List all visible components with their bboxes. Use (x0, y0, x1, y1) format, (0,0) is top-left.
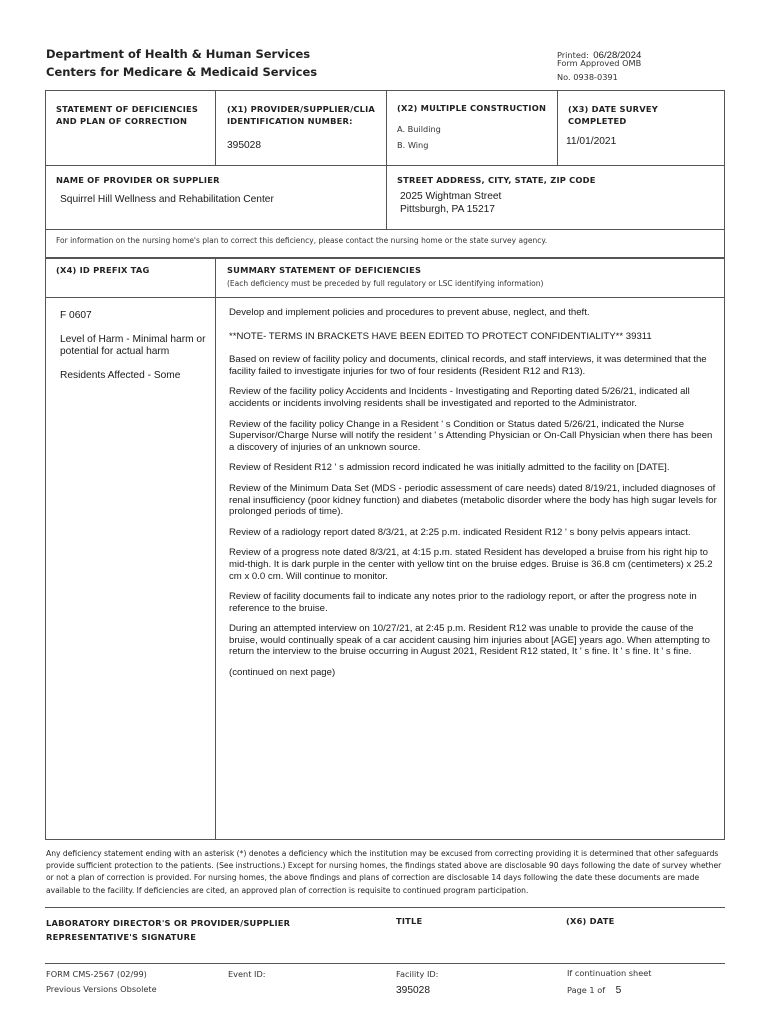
x2-wing: B. Wing (397, 140, 429, 150)
statement-label: STATEMENT OF DEFICIENCIES AND PLAN OF CORRECTION (56, 104, 199, 126)
provider-value: Squirrel Hill Wellness and Rehabilitation Center (60, 194, 274, 205)
form-approved: Form Approved OMB (557, 58, 642, 68)
address-line-2: Pittsburgh, PA 15217 (400, 204, 495, 215)
paragraph: Review of Resident R12 ' s admission record indicated he was initially admitted to the facility on [DATE]. (229, 462, 670, 474)
x2-label: (X2) MULTIPLE CONSTRUCTION (397, 103, 547, 113)
provider-label: NAME OF PROVIDER OR SUPPLIER (56, 175, 220, 185)
info-note: For information on the nursing home's plan to correct this deficiency, please contact the nursing home or the state survey agency. (56, 236, 548, 245)
col-divider-3 (557, 90, 558, 165)
page-label: Page 1 of (567, 985, 606, 995)
paragraph: Review of a radiology report dated 8/3/21, at 2:25 p.m. indicated Resident R12 ' s bony pelvis appears intact. (229, 526, 691, 538)
tag-value: F 0607 (60, 310, 92, 321)
info-divider (45, 229, 725, 230)
paragraph: During an attempted interview on 10/27/21, at 2:45 p.m. Resident R12 was unable to provide the cause of the bruise, would continually speak of a car accident causing him injuries about [AGE] years ago. When attempting to return the interview to the bruise occurring in August 2021, Resident R12 stated, It ' s fine. It ' s fine. It ' s fine. (229, 623, 711, 658)
paragraph: Review of the Minimum Data Set (MDS - periodic assessment of care needs) dated 8/19/21, included diagnoses of renal insufficiency (poor kidney function) and diabetes (metabolic disorder where the body has high sugar levels for prolonged periods of time). (229, 482, 717, 518)
col-divider-2 (386, 90, 387, 229)
x1-label: (X1) PROVIDER/SUPPLIER/CLIA IDENTIFICATION NUMBER: (227, 104, 376, 126)
date-label: (X6) DATE (566, 916, 615, 926)
x4-label: (X4) ID PREFIX TAG (56, 265, 150, 275)
paragraph: Develop and implement policies and procedures to prevent abuse, neglect, and theft. (229, 307, 590, 318)
x2-building: A. Building (397, 124, 441, 134)
facility-id-label: Facility ID: (396, 969, 439, 979)
event-id-label: Event ID: (228, 969, 266, 979)
paragraph: **NOTE- TERMS IN BRACKETS HAVE BEEN EDITED TO PROTECT CONFIDENTIALITY** 39311 (229, 330, 652, 342)
director-signature-label: LABORATORY DIRECTOR'S OR PROVIDER/SUPPLIER REPRESENTATIVE'S SIGNATURE (46, 918, 291, 942)
residents-affected: Residents Affected - Some (60, 370, 181, 381)
signature-top-line (45, 907, 725, 908)
omb-number: No. 0938-0391 (557, 72, 618, 82)
x3-label: (X3) DATE SURVEY COMPLETED (568, 104, 658, 126)
title-label: TITLE (396, 916, 423, 926)
printed-label: Printed: (557, 50, 589, 60)
facility-id-value: 395028 (396, 985, 430, 996)
x3-value: 11/01/2021 (566, 136, 617, 147)
signature-bottom-line (45, 963, 725, 964)
summary-sublabel: (Each deficiency must be preceded by full regulatory or LSC identifying information) (227, 279, 544, 288)
department-line-1: Department of Health & Human Services (46, 47, 311, 61)
previous-versions-obsolete: Previous Versions Obsolete (46, 984, 157, 994)
continued-note: (continued on next page) (229, 667, 336, 679)
harm-level: Level of Harm - Minimal harm or potential for actual harm (60, 334, 206, 357)
paragraph: Review of the facility policy Accidents and Incidents - Investigating and Reporting dated 5/26/21, indicated all accidents or incidents involving residents shall be investigated and reported to the Administrator. (229, 386, 690, 409)
printed-date: 06/28/2024 (593, 50, 642, 61)
top-table-divider (45, 165, 725, 166)
footnote: Any deficiency statement ending with an asterisk (*) denotes a deficiency which the institution may be excused from correcting providing it is determined that other safeguards provide sufficient protection to the patients. (See instructions.) Except for nursing homes, the findings stated above are disclosable 90 days following the date of survey whether or not a plan of correction is provided. For nursing homes, the above findings and plans of correction are disclosable 14 days following the date these documents are made available to the facility. If deficiencies are cited, an approved plan of correction is requisite to continued program participation. (46, 849, 722, 895)
continuation-sheet: If continuation sheet (567, 968, 652, 978)
deficiency-header-divider (45, 297, 725, 298)
paragraph: Based on review of facility policy and documents, clinical records, and staff interviews, it was determined that the facility failed to investigate injuries for two of four residents (Resident R12 and R13). (229, 354, 707, 377)
address-line-1: 2025 Wightman Street (400, 191, 502, 202)
form-id: FORM CMS-2567 (02/99) (46, 969, 147, 979)
page-total: 5 (615, 985, 622, 996)
deficiency-col-divider (215, 258, 216, 840)
paragraph: Review of a progress note dated 8/3/21, at 4:15 p.m. stated Resident has developed a bruise from his right hip to mid-thigh. It is dark purple in the center with yellow tint on the bruise edges. Bruise is 36.8 cm (centimeters) x 25.2 cm x 0.0 cm. Will continue to monitor. (229, 547, 713, 582)
paragraph: Review of facility documents fail to indicate any notes prior to the radiology report, or after the progress note in reference to the bruise. (229, 591, 697, 614)
paragraph: Review of the facility policy Change in a Resident ' s Condition or Status dated 5/26/21, indicated the Nurse Supervisor/Charge Nurse will notify the resident ' s Attending Physician or On-Call Physician when there has been a discovery of injuries of an unknown source. (229, 418, 713, 453)
department-line-2: Centers for Medicare & Medicaid Services (46, 65, 318, 79)
deficiency-text (229, 307, 717, 688)
col-divider-1 (215, 90, 216, 165)
x1-value: 395028 (227, 140, 261, 151)
summary-label: SUMMARY STATEMENT OF DEFICIENCIES (227, 265, 422, 275)
page-indicator (567, 980, 621, 998)
address-label: STREET ADDRESS, CITY, STATE, ZIP CODE (397, 175, 596, 185)
